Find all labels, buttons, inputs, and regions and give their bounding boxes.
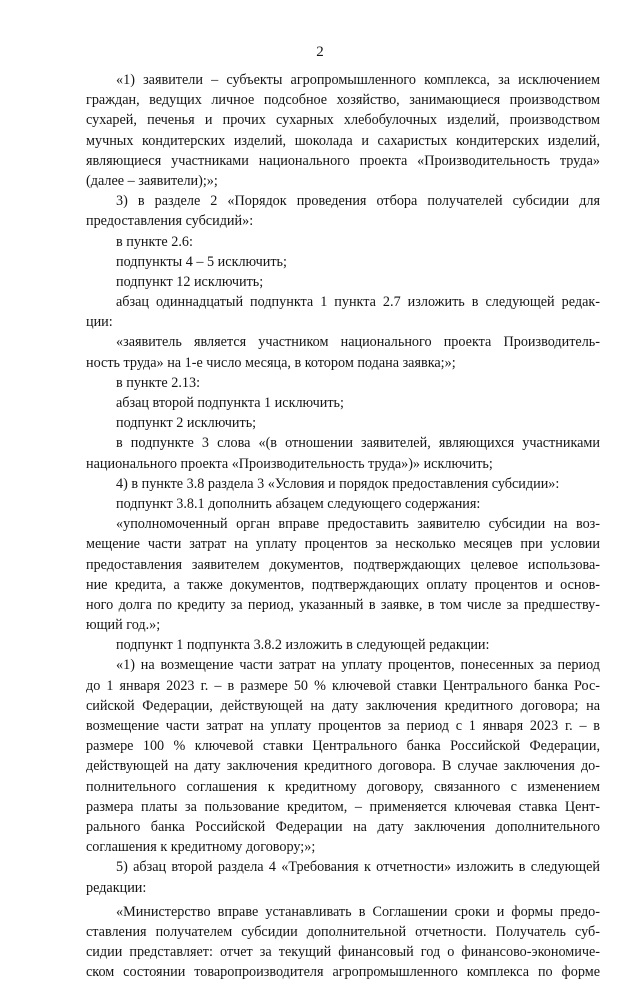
text-line: соглашения к кредитному договору;»; [86,839,316,856]
text-line: ние кредита, а также документов, подтверждающих оплату процентов и основ- [86,576,600,593]
text-line: в подпункте 3 слова «(в отношении заявителей, являющихся участниками [116,435,600,452]
text-line: подпункт 3.8.1 дополнить абзацем следующего содержания: [116,495,481,512]
text-line: размере 100 % ключевой ставки Центрального банка Российской Федерации, [86,738,600,755]
text-line: до 1 января 2023 г. – в размере 50 % ключевой ставки Центрального банка Рос- [86,677,600,694]
text-line: ставления получателем субсидии дополнительной отчетности. Получатель суб- [86,923,600,940]
text-line: (далее – заявители);»; [86,172,218,189]
text-line: в пункте 2.13: [116,374,201,391]
text-line: 5) абзац второй раздела 4 «Требования к отчетности» изложить в следующей [116,859,600,876]
text-line: сухарей, печенья и прочих сухарных хлебобулочных изделий, производством [86,112,600,129]
document-body [86,70,600,982]
text-line: предоставления субсидий»: [86,213,254,230]
text-line: редакции: [86,879,147,896]
text-line: предоставления заявителем документов, подтверждающих целевое использова- [86,556,600,573]
text-line: ющий год.»; [86,617,161,634]
text-line: подпункты 4 – 5 исключить; [116,253,287,270]
text-line: в пункте 2.6: [116,233,193,250]
text-line: подпункт 1 подпункта 3.8.2 изложить в следующей редакции: [116,637,490,654]
text-line: «1) заявители – субъекты агропромышленного комплекса, за исключением [116,72,600,88]
text-line: сидии представляет: отчет за текущий финансовый год о финансово-экономиче- [86,944,600,961]
text-line: граждан, ведущих личное подсобное хозяйство, занимающиеся производством [86,92,600,109]
text-line: ность труда» на 1-е число месяца, в котором подана заявка;»; [86,354,456,371]
text-line: национального проекта «Производительность труда»)» исключить; [86,455,493,472]
text-line: 3) в разделе 2 «Порядок проведения отбора получателей субсидии для [116,193,600,210]
text-line: абзац второй подпункта 1 исключить; [116,395,344,411]
text-line: ском состоянии товаропроизводителя агропромышленного комплекса по форме [86,964,600,981]
text-line: размера платы за пользование кредитом, – применяется ключевая ставка Цент- [86,798,600,815]
text-line: действующей на дату заключения кредитного договора. В случае заключения до- [86,758,600,775]
text-line: полнительного соглашения к кредитному договору, связанного с изменением [86,778,600,795]
text-line: «уполномоченный орган вправе предоставить заявителю субсидии на воз- [116,516,600,533]
text-line: мещение части затрат на уплату процентов за несколько месяцев при условии [86,536,600,553]
text-line: 4) в пункте 3.8 раздела 3 «Условия и порядок предоставления субсидии»: [116,475,560,492]
text-line: подпункт 2 исключить; [116,415,257,432]
text-line: абзац одиннадцатый подпункта 1 пункта 2.7 изложить в следующей редак- [116,294,600,311]
text-line: возмещение части затрат на уплату процентов за период с 1 января 2023 г. – в [86,718,600,734]
text-line: являющиеся участниками национального проекта «Производительность труда» [86,152,600,169]
text-line: «заявитель является участником национального проекта Производитель- [116,334,600,351]
text-line: «Министерство вправе устанавливать в Соглашении сроки и формы предо- [116,903,600,920]
text-line: «1) на возмещение части затрат на уплату процентов, понесенных за период [116,657,600,674]
text-line: ного долга по кредиту за период, указанный в заявке, в том числе за предшеству- [86,596,600,613]
page-number: 2 [316,44,324,60]
text-line: ции: [86,314,113,331]
text-line: подпункт 12 исключить; [116,273,264,290]
text-line: рального банка Российской Федерации на дату заключения дополнительного [86,818,600,835]
text-line: сийской Федерации, действующей на дату заключения кредитного договора; на [86,697,600,714]
text-line: мучных кондитерских изделий, шоколада и сахаристых кондитерских изделий, [86,132,600,149]
